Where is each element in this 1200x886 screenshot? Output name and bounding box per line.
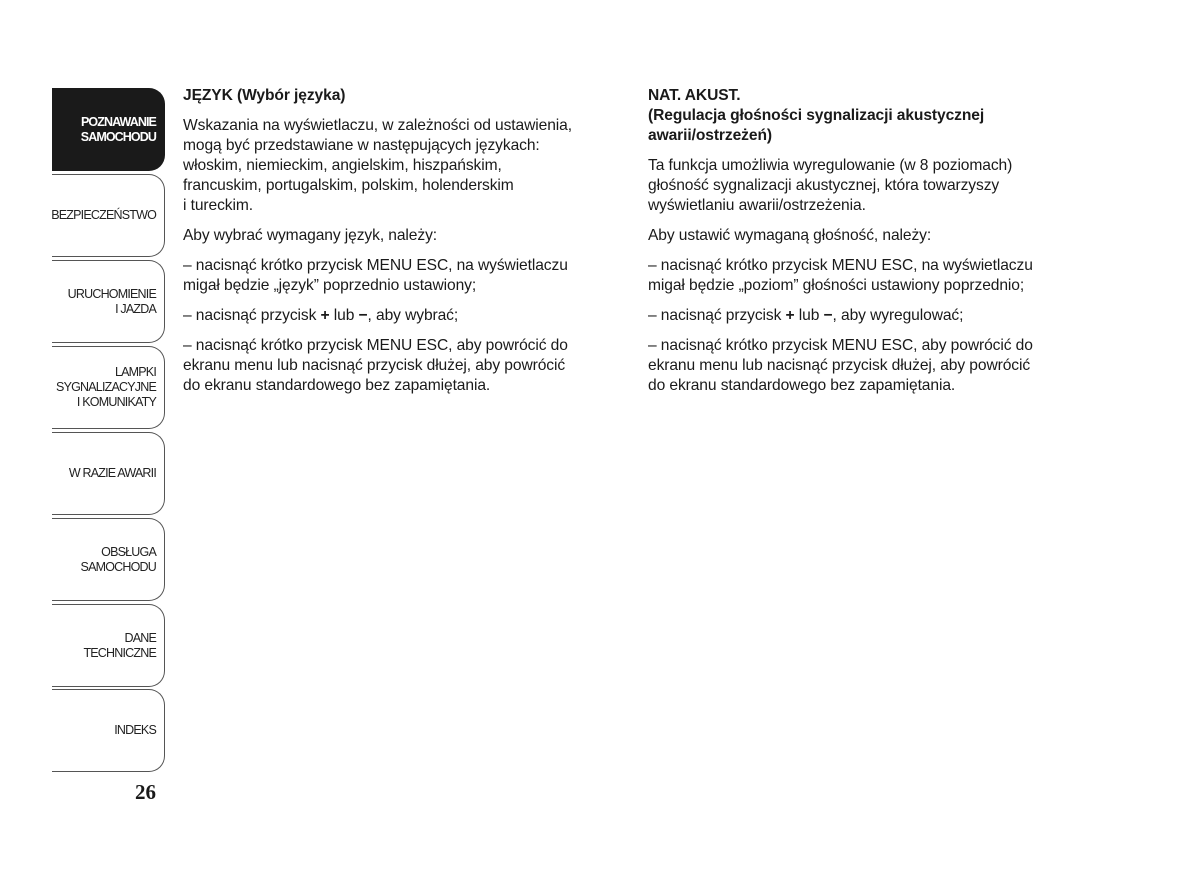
plus-symbol: + — [785, 307, 795, 324]
tab-uruchomienie-i-jazda[interactable]: URUCHOMIENIE I JAZDA — [52, 260, 165, 343]
minus-symbol: − — [823, 307, 833, 324]
section-subheading: (Regulacja głośności sygnalizacji akustycznej awarii/ostrzeżeń) — [648, 107, 985, 144]
paragraph-prompt: Aby ustawić wymaganą głośność, należy: — [648, 227, 932, 244]
section-acoustic-volume — [648, 86, 1093, 406]
tab-indeks[interactable]: INDEKS — [52, 689, 165, 772]
tab-w-razie-awarii[interactable]: W RAZIE AWARII — [52, 432, 165, 515]
paragraph-step-2 — [648, 306, 1093, 326]
chapter-tabs — [52, 88, 168, 772]
paragraph-step-3: – nacisnąć krótko przycisk MENU ESC, aby powrócić do ekranu menu lub nacisnąć przycisk dłużej, aby powrócić do ekranu standardowego bez zapamiętania. — [183, 337, 568, 394]
page-number: 26 — [135, 780, 156, 804]
tab-obsluga-samochodu[interactable]: OBSŁUGA SAMOCHODU — [52, 518, 165, 601]
minus-symbol: − — [358, 307, 368, 324]
section-heading: JĘZYK (Wybór języka) — [183, 87, 346, 104]
tab-dane-techniczne[interactable]: DANE TECHNICZNE — [52, 604, 165, 687]
tab-bezpieczenstwo[interactable]: BEZPIECZEŃSTWO — [52, 174, 165, 257]
paragraph-step-1: – nacisnąć krótko przycisk MENU ESC, na wyświetlaczu migał będzie „język” poprzednio ustawiony; — [183, 257, 568, 294]
paragraph-intro: Ta funkcja umożliwia wyregulowanie (w 8 poziomach) głośność sygnalizacji akustycznej, która towarzyszy wyświetlaniu awarii/ostrzeżenia. — [648, 157, 1013, 214]
paragraph-prompt: Aby wybrać wymagany język, należy: — [183, 227, 437, 244]
tab-poznawanie-samochodu[interactable]: POZNAWANIE SAMOCHODU — [52, 88, 165, 171]
section-language — [183, 86, 628, 406]
step-2-text-post: , aby wyregulować; — [832, 307, 964, 324]
paragraph-step-2 — [183, 306, 628, 326]
step-2-text-mid: lub — [794, 307, 824, 324]
paragraph-intro: Wskazania na wyświetlaczu, w zależności od ustawienia, mogą być przedstawiane w następujących językach: włoskim, niemieckim, angielskim, hiszpańskim, francuskim, portugalskim, polskim, holenderskim i tureckim. — [183, 117, 572, 214]
step-2-text-post: , aby wybrać; — [367, 307, 459, 324]
step-2-text-pre: – nacisnąć przycisk — [183, 307, 321, 324]
plus-symbol: + — [320, 307, 330, 324]
paragraph-step-1: – nacisnąć krótko przycisk MENU ESC, na wyświetlaczu migał będzie „poziom” głośności ustawiony poprzednio; — [648, 257, 1033, 294]
step-2-text-mid: lub — [329, 307, 359, 324]
section-heading: NAT. AKUST. — [648, 87, 741, 104]
step-2-text-pre: – nacisnąć przycisk — [648, 307, 786, 324]
tab-lampki-sygnalizacyjne[interactable]: LAMPKI SYGNALIZACYJNE I KOMUNIKATY — [52, 346, 165, 429]
paragraph-step-3: – nacisnąć krótko przycisk MENU ESC, aby powrócić do ekranu menu lub nacisnąć przycisk dłużej, aby powrócić do ekranu standardowego bez zapamiętania. — [648, 337, 1033, 394]
